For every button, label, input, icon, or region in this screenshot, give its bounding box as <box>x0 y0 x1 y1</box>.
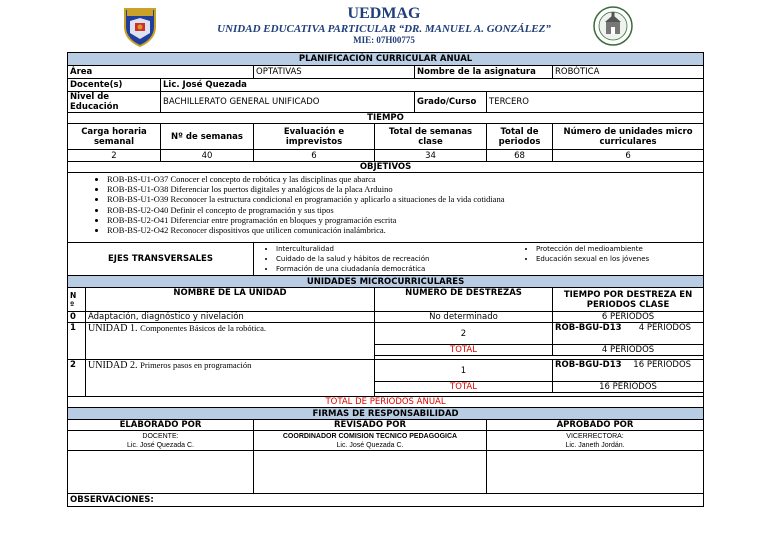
planning-table <box>67 52 704 507</box>
subject-value: ROBÓTICA <box>553 66 704 79</box>
eje-item: • Protección del medioambiente <box>536 244 649 254</box>
elaborado-signature-box <box>68 451 254 494</box>
tiempo-value-total-periodos: 68 <box>487 150 553 162</box>
unit-1-n: 1 <box>68 323 86 360</box>
elaborado-title: ELABORADO POR <box>68 420 254 431</box>
grade-label: Grado/Curso <box>415 92 487 113</box>
diocese-seal-logo <box>593 6 633 46</box>
teacher-label: Docente(s) <box>68 79 161 92</box>
teacher-value: Lic. José Quezada <box>161 79 704 92</box>
unit-1-periodos: 4 PERIODOS <box>638 323 692 333</box>
unit-0-destrezas: No determinado <box>375 312 553 323</box>
objetivo-item: • ROB-BS-U1-O39 Reconocer la estructura condicional en programación y aplicarlo a situaciones de la vida cotidiana <box>107 194 701 204</box>
unit-1-nombre: Componentes Básicos de la robótica. <box>140 323 266 333</box>
ejes-list-right <box>514 244 649 275</box>
area-label: Área <box>68 66 254 79</box>
aprobado-signature-box <box>487 451 704 494</box>
elaborado-role: DOCENTE: <box>142 432 179 440</box>
unit-2-tiempo-cell <box>553 360 704 382</box>
unit-1-code: ROB-BGU-D13 <box>555 323 622 333</box>
unit-2-n: 2 <box>68 360 86 397</box>
ejes-label: EJES TRANSVERSALES <box>68 243 254 276</box>
unidades-header-tiempo: TIEMPO POR DESTREZA EN PERIODOS CLASE <box>553 288 704 312</box>
objetivos-list <box>70 174 701 235</box>
elaborado-cell <box>68 431 254 451</box>
revisado-title: REVISADO POR <box>254 420 487 431</box>
objetivo-item: • ROB-BS-U2-O40 Definir el concepto de programación y sus tipos <box>107 205 701 215</box>
tiempo-header-total-periodos: Total de periodos <box>487 124 553 150</box>
unit-2-periodos: 16 PERIODOS <box>633 360 692 370</box>
unit-0-tiempo: 6 PERIODOS <box>553 312 704 323</box>
tiempo-header-unidades: Número de unidades micro curriculares <box>553 124 704 150</box>
unidades-header-destrezas: NÚMERO DE DESTREZAS <box>375 288 553 312</box>
unit-2-total-value: 16 PERIODOS <box>553 382 704 393</box>
unit-1-total-label: TOTAL <box>375 345 553 356</box>
tiempo-value-total-semanas: 34 <box>375 150 487 162</box>
objetivo-item: • ROB-BS-U1-O37 Conocer el concepto de robótica y las disciplinas que abarca <box>107 174 701 184</box>
unit-2-nombre-cell <box>86 360 375 397</box>
unit-1-total-value: 4 PERIODOS <box>553 345 704 356</box>
school-name: UNIDAD EDUCATIVA PARTICULAR “DR. MANUEL A. GONZÁLEZ” <box>217 23 551 35</box>
tiempo-value-semanas: 40 <box>161 150 254 162</box>
tiempo-header-carga: Carga horaria semanal <box>68 124 161 150</box>
elaborado-name: Lic. José Quezada C. <box>127 441 194 449</box>
tiempo-header-semanas: Nº de semanas <box>161 124 254 150</box>
objetivos-cell <box>68 173 704 243</box>
level-label: Nivel de Educación <box>68 92 161 113</box>
ejes-list-left <box>254 244 514 275</box>
tiempo-value-unidades: 6 <box>553 150 704 162</box>
unit-0-n: 0 <box>68 312 86 323</box>
objetivo-item: • ROB-BS-U2-O41 Diferenciar entre programación en bloques y programación escrita <box>107 215 701 225</box>
revisado-cell <box>254 431 487 451</box>
objetivo-item: • ROB-BS-U2-O42 Reconocer dispositivos que utilicen comunicación inalámbrica. <box>107 225 701 235</box>
revisado-role: COORDINADOR COMISION TECNICO PEDAGOGICA <box>282 432 458 440</box>
aprobado-cell <box>487 431 704 451</box>
unidades-header-n: N º <box>68 288 86 312</box>
unit-2-total-label: TOTAL <box>375 382 553 393</box>
tiempo-header-evaluacion: Evaluación e imprevistos <box>254 124 375 150</box>
unidades-title: UNIDADES MICROCURRICULARES <box>68 276 704 288</box>
objetivo-item: • ROB-BS-U1-O38 Diferenciar los puertos digitales y analógicos de la placa Arduino <box>107 184 701 194</box>
objetivos-title: OBJETIVOS <box>68 162 704 173</box>
aprobado-role: VICERRECTORA: <box>566 432 624 440</box>
aprobado-title: APROBADO POR <box>487 420 704 431</box>
tiempo-value-evaluacion: 6 <box>254 150 375 162</box>
unit-1-destrezas: 2 <box>375 323 553 345</box>
eje-item: • Cuidado de la salud y hábitos de recreación <box>276 254 514 264</box>
tiempo-header-total-semanas: Total de semanas clase <box>375 124 487 150</box>
tiempo-title: TIEMPO <box>68 113 704 124</box>
unit-1-tiempo-cell <box>553 323 704 345</box>
aprobado-name: Lic. Janeth Jordán. <box>565 441 625 449</box>
annual-total-label: TOTAL DE PERIODOS ANUAL <box>68 397 704 408</box>
unit-1-label: UNIDAD 1. <box>88 323 138 334</box>
eje-item: • Interculturalidad <box>276 244 514 254</box>
eje-item: • Educación sexual en los jóvenes <box>536 254 649 264</box>
unit-2-code: ROB-BGU-D13 <box>555 360 622 370</box>
unidades-header-nombre: NOMBRE DE LA UNIDAD <box>86 288 375 312</box>
eje-item: • Formación de una ciudadanía democrática <box>276 264 514 274</box>
observaciones-label: OBSERVACIONES: <box>68 494 704 507</box>
tiempo-value-carga: 2 <box>68 150 161 162</box>
revisado-signature-box <box>254 451 487 494</box>
level-value: BACHILLERATO GENERAL UNIFICADO <box>161 92 415 113</box>
unit-1-nombre-cell <box>86 323 375 360</box>
school-mie-code: MIE: 07H00775 <box>353 35 415 45</box>
subject-label: Nombre de la asignatura <box>415 66 553 79</box>
unit-2-nombre: Primeros pasos en programación <box>140 360 252 370</box>
firmas-title: FIRMAS DE RESPONSABILIDAD <box>68 408 704 420</box>
plan-title: PLANIFICACIÓN CURRICULAR ANUAL <box>68 53 704 66</box>
ejes-cell <box>254 243 704 276</box>
unit-0-nombre: Adaptación, diagnóstico y nivelación <box>86 312 375 323</box>
unit-2-label: UNIDAD 2. <box>88 360 138 371</box>
school-acronym: UEDMAG <box>347 5 421 22</box>
grade-value: TERCERO <box>487 92 704 113</box>
area-value: OPTATIVAS <box>254 66 415 79</box>
unit-2-destrezas: 1 <box>375 360 553 382</box>
revisado-name: Lic. José Quezada C. <box>336 441 404 449</box>
